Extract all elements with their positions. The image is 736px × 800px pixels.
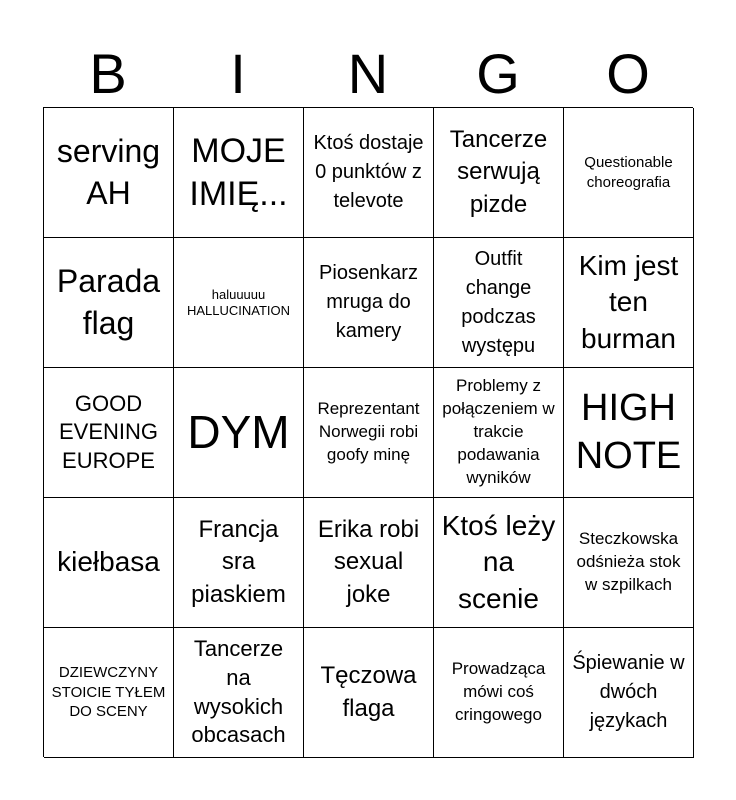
cell-text: Ktoś dostaje 0 punktów z televote	[313, 132, 424, 212]
cell-text: Piosenkarz mruga do kamery	[319, 262, 418, 342]
bingo-cell[interactable]	[434, 498, 564, 628]
bingo-header	[43, 40, 693, 108]
header-letter-n: N	[347, 42, 389, 105]
cell-text: Questionable choreografia	[584, 154, 673, 191]
cell-text: Outfit change podczas występu	[461, 247, 536, 357]
cell-text: Kim jest ten burman	[578, 249, 679, 354]
cell-text: Tancerze serwują pizde	[449, 125, 548, 218]
bingo-board	[43, 107, 693, 757]
header-letter-g: G	[476, 42, 520, 105]
cell-text: MOJE IMIĘ...	[189, 132, 288, 213]
cell-text: Prowadząca mówi coś cringowego	[451, 659, 546, 724]
cell-text: serving AH	[56, 132, 161, 211]
cell-text: Erika robi sexual joke	[317, 515, 420, 608]
bingo-cell[interactable]	[434, 368, 564, 498]
bingo-cell[interactable]	[44, 368, 174, 498]
bingo-cell[interactable]	[564, 628, 694, 758]
bingo-cell[interactable]	[174, 498, 304, 628]
cell-text: Tęczowa flaga	[320, 662, 417, 722]
cell-text: GOOD EVENING EUROPE	[58, 390, 159, 473]
bingo-cell[interactable]	[304, 368, 434, 498]
bingo-cell[interactable]	[304, 498, 434, 628]
bingo-cell[interactable]	[44, 498, 174, 628]
bingo-cell[interactable]	[174, 368, 304, 498]
bingo-cell[interactable]	[174, 108, 304, 238]
cell-text: Problemy z połączeniem w trakcie podawania wyników	[442, 376, 555, 487]
bingo-cell[interactable]	[304, 628, 434, 758]
bingo-cell[interactable]	[44, 238, 174, 368]
bingo-cell[interactable]	[564, 108, 694, 238]
cell-text: kiełbasa	[57, 546, 160, 578]
cell-text: Ktoś leży na scenie	[441, 509, 556, 614]
bingo-cell[interactable]	[564, 368, 694, 498]
bingo-cell[interactable]	[434, 628, 564, 758]
cell-text: haluuuuu HALLUCINATION	[186, 286, 291, 318]
header-letter-b: B	[89, 42, 127, 105]
cell-text: Tancerze na wysokich obcasach	[191, 636, 286, 748]
bingo-cell[interactable]	[174, 238, 304, 368]
cell-text: Parada flag	[56, 262, 161, 341]
bingo-cell[interactable]	[44, 108, 174, 238]
header-letter-o: O	[606, 42, 650, 105]
bingo-cell[interactable]	[44, 628, 174, 758]
bingo-cell[interactable]	[304, 108, 434, 238]
cell-text: Steczkowska odśnieża stok w szpilkach	[576, 529, 681, 594]
header-letter-i: I	[230, 42, 246, 105]
cell-text: DYM	[187, 406, 290, 459]
cell-text: HIGH NOTE	[575, 387, 682, 477]
bingo-cell[interactable]	[564, 498, 694, 628]
bingo-cell[interactable]	[304, 238, 434, 368]
bingo-cell[interactable]	[434, 238, 564, 368]
bingo-cell[interactable]	[564, 238, 694, 368]
cell-text: Francja sra piaskiem	[191, 515, 286, 608]
bingo-cell[interactable]	[434, 108, 564, 238]
cell-text: DZIEWCZYNY STOICIE TYŁEM DO SCENY	[51, 664, 166, 721]
bingo-cell[interactable]	[174, 628, 304, 758]
cell-text: Reprezentant Norwegii robi goofy minę	[317, 399, 420, 464]
cell-text: Śpiewanie w dwóch językach	[572, 652, 685, 732]
